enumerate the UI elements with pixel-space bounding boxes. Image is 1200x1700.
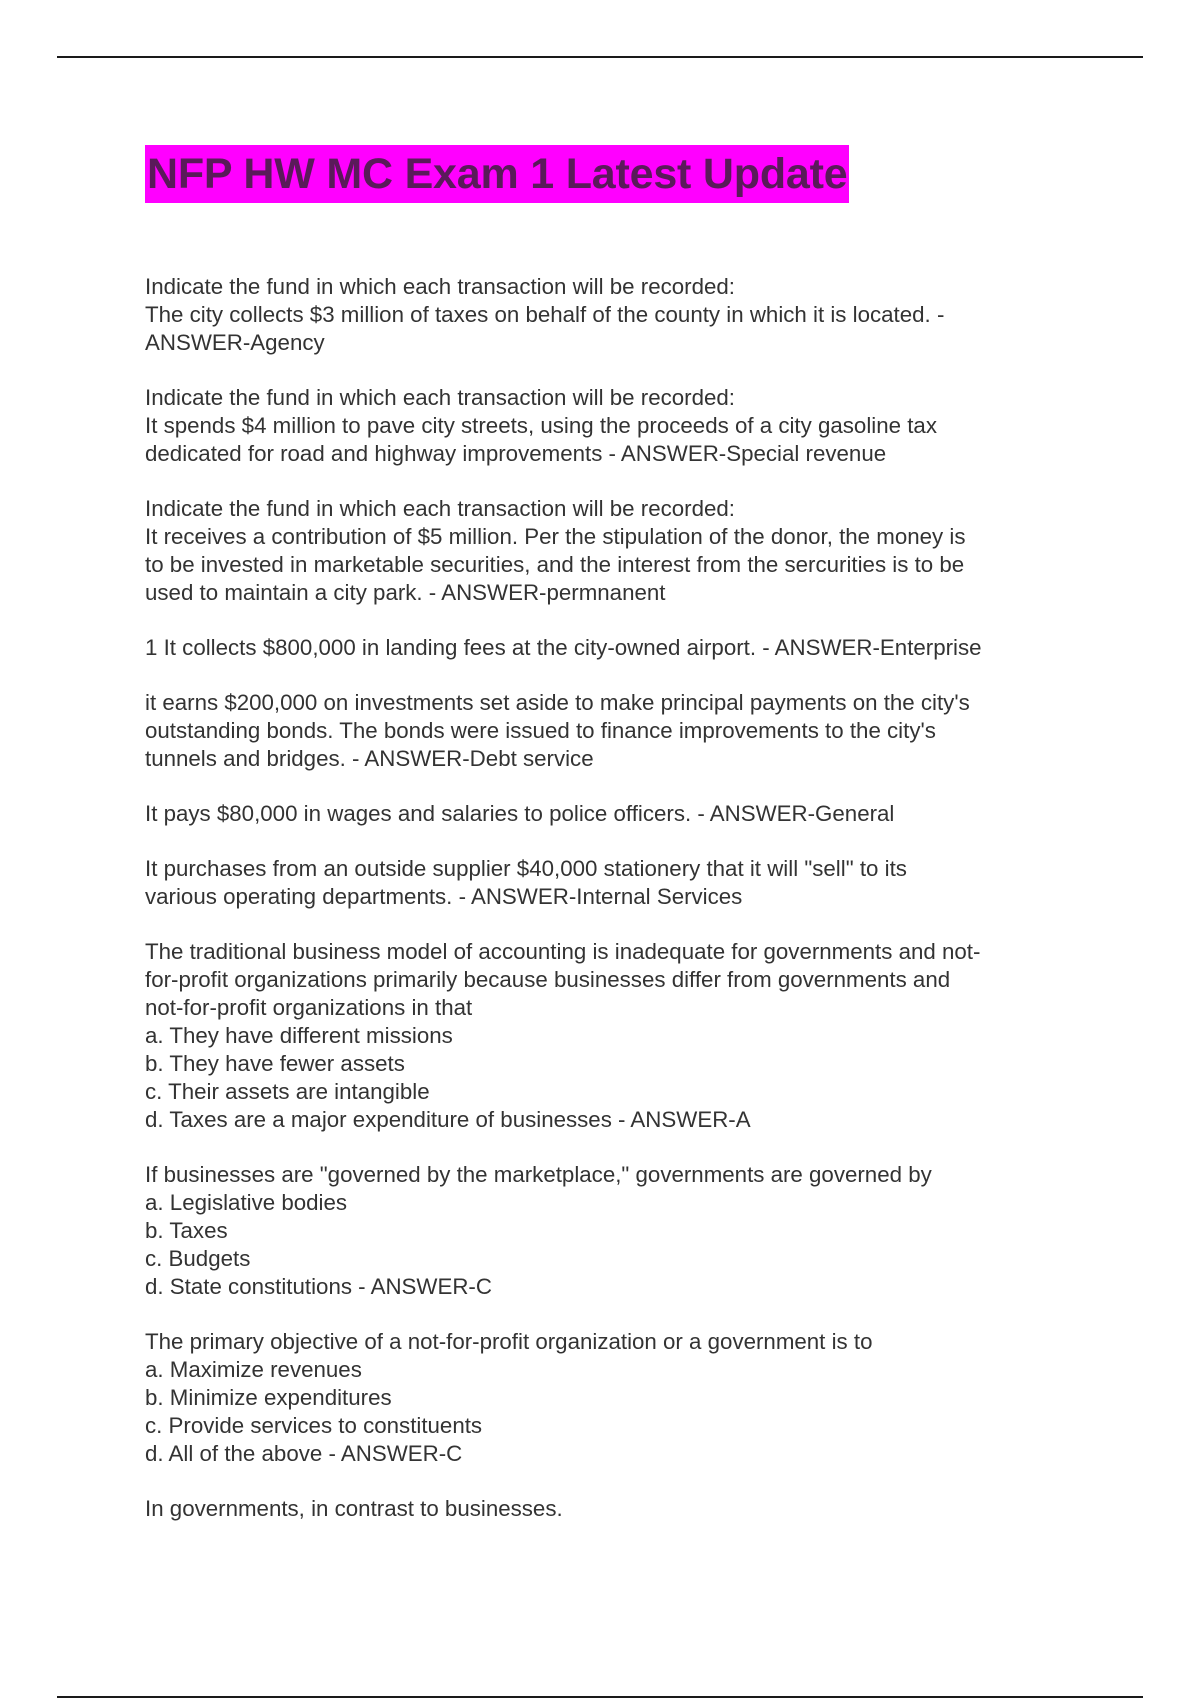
qa-block — [145, 938, 1065, 1134]
text-line: 1 It collects $800,000 in landing fees at the city-owned airport. - ANSWER-Enterprise — [145, 635, 982, 660]
text-line: dedicated for road and highway improvements - ANSWER-Special revenue — [145, 441, 887, 466]
text-line: to be invested in marketable securities, and the interest from the sercurities is to be — [145, 552, 965, 577]
answer-option: c. Their assets are intangible — [145, 1079, 430, 1104]
page-title: NFP HW MC Exam 1 Latest Update — [145, 145, 849, 203]
answer-option: a. They have different missions — [145, 1023, 453, 1048]
answer-option: c. Budgets — [145, 1246, 251, 1271]
qa-block — [145, 495, 1065, 607]
bottom-rule — [57, 1696, 1143, 1698]
text-line: for-profit organizations primarily because businesses differ from governments and — [145, 967, 951, 992]
answer-option: b. Minimize expenditures — [145, 1385, 392, 1410]
qa-block — [145, 273, 1065, 357]
qa-block — [145, 800, 1065, 828]
qa-block — [145, 1328, 1065, 1468]
text-line: various operating departments. - ANSWER-Internal Services — [145, 884, 743, 909]
text-line: The traditional business model of accounting is inadequate for governments and not- — [145, 939, 981, 964]
text-line: Indicate the fund in which each transaction will be recorded: — [145, 385, 735, 410]
answer-option: a. Maximize revenues — [145, 1357, 362, 1382]
answer-option: b. They have fewer assets — [145, 1051, 405, 1076]
text-line: If businesses are "governed by the marketplace," governments are governed by — [145, 1162, 932, 1187]
text-line: It pays $80,000 in wages and salaries to police officers. - ANSWER-General — [145, 801, 895, 826]
text-line: The city collects $3 million of taxes on behalf of the county in which it is located. - — [145, 302, 945, 327]
text-line: ANSWER-Agency — [145, 330, 325, 355]
qa-block — [145, 1161, 1065, 1301]
text-line: In governments, in contrast to businesses. — [145, 1496, 563, 1521]
answer-option: a. Legislative bodies — [145, 1190, 348, 1215]
text-line: It spends $4 million to pave city streets, using the proceeds of a city gasoline tax — [145, 413, 937, 438]
text-line: The primary objective of a not-for-profit organization or a government is to — [145, 1329, 873, 1354]
qa-block — [145, 634, 1065, 662]
text-line: outstanding bonds. The bonds were issued to finance improvements to the city's — [145, 718, 936, 743]
qa-block — [145, 689, 1065, 773]
text-line: not-for-profit organizations in that — [145, 995, 473, 1020]
text-line: Indicate the fund in which each transaction will be recorded: — [145, 274, 735, 299]
title-container — [145, 145, 849, 203]
document-body — [145, 273, 1065, 1550]
answer-option: c. Provide services to constituents — [145, 1413, 483, 1438]
text-line: Indicate the fund in which each transaction will be recorded: — [145, 496, 735, 521]
qa-block — [145, 384, 1065, 468]
top-rule — [57, 56, 1143, 58]
answer-option: d. Taxes are a major expenditure of businesses - ANSWER-A — [145, 1107, 751, 1132]
qa-block — [145, 1495, 1065, 1523]
text-line: tunnels and bridges. - ANSWER-Debt service — [145, 746, 594, 771]
text-line: It purchases from an outside supplier $40,000 stationery that it will "sell" to its — [145, 856, 907, 881]
text-line: It receives a contribution of $5 million. Per the stipulation of the donor, the money is — [145, 524, 966, 549]
text-line: it earns $200,000 on investments set aside to make principal payments on the city's — [145, 690, 970, 715]
answer-option: d. All of the above - ANSWER-C — [145, 1441, 463, 1466]
answer-option: b. Taxes — [145, 1218, 228, 1243]
answer-option: d. State constitutions - ANSWER-C — [145, 1274, 492, 1299]
text-line: used to maintain a city park. - ANSWER-permnanent — [145, 580, 666, 605]
qa-block — [145, 855, 1065, 911]
